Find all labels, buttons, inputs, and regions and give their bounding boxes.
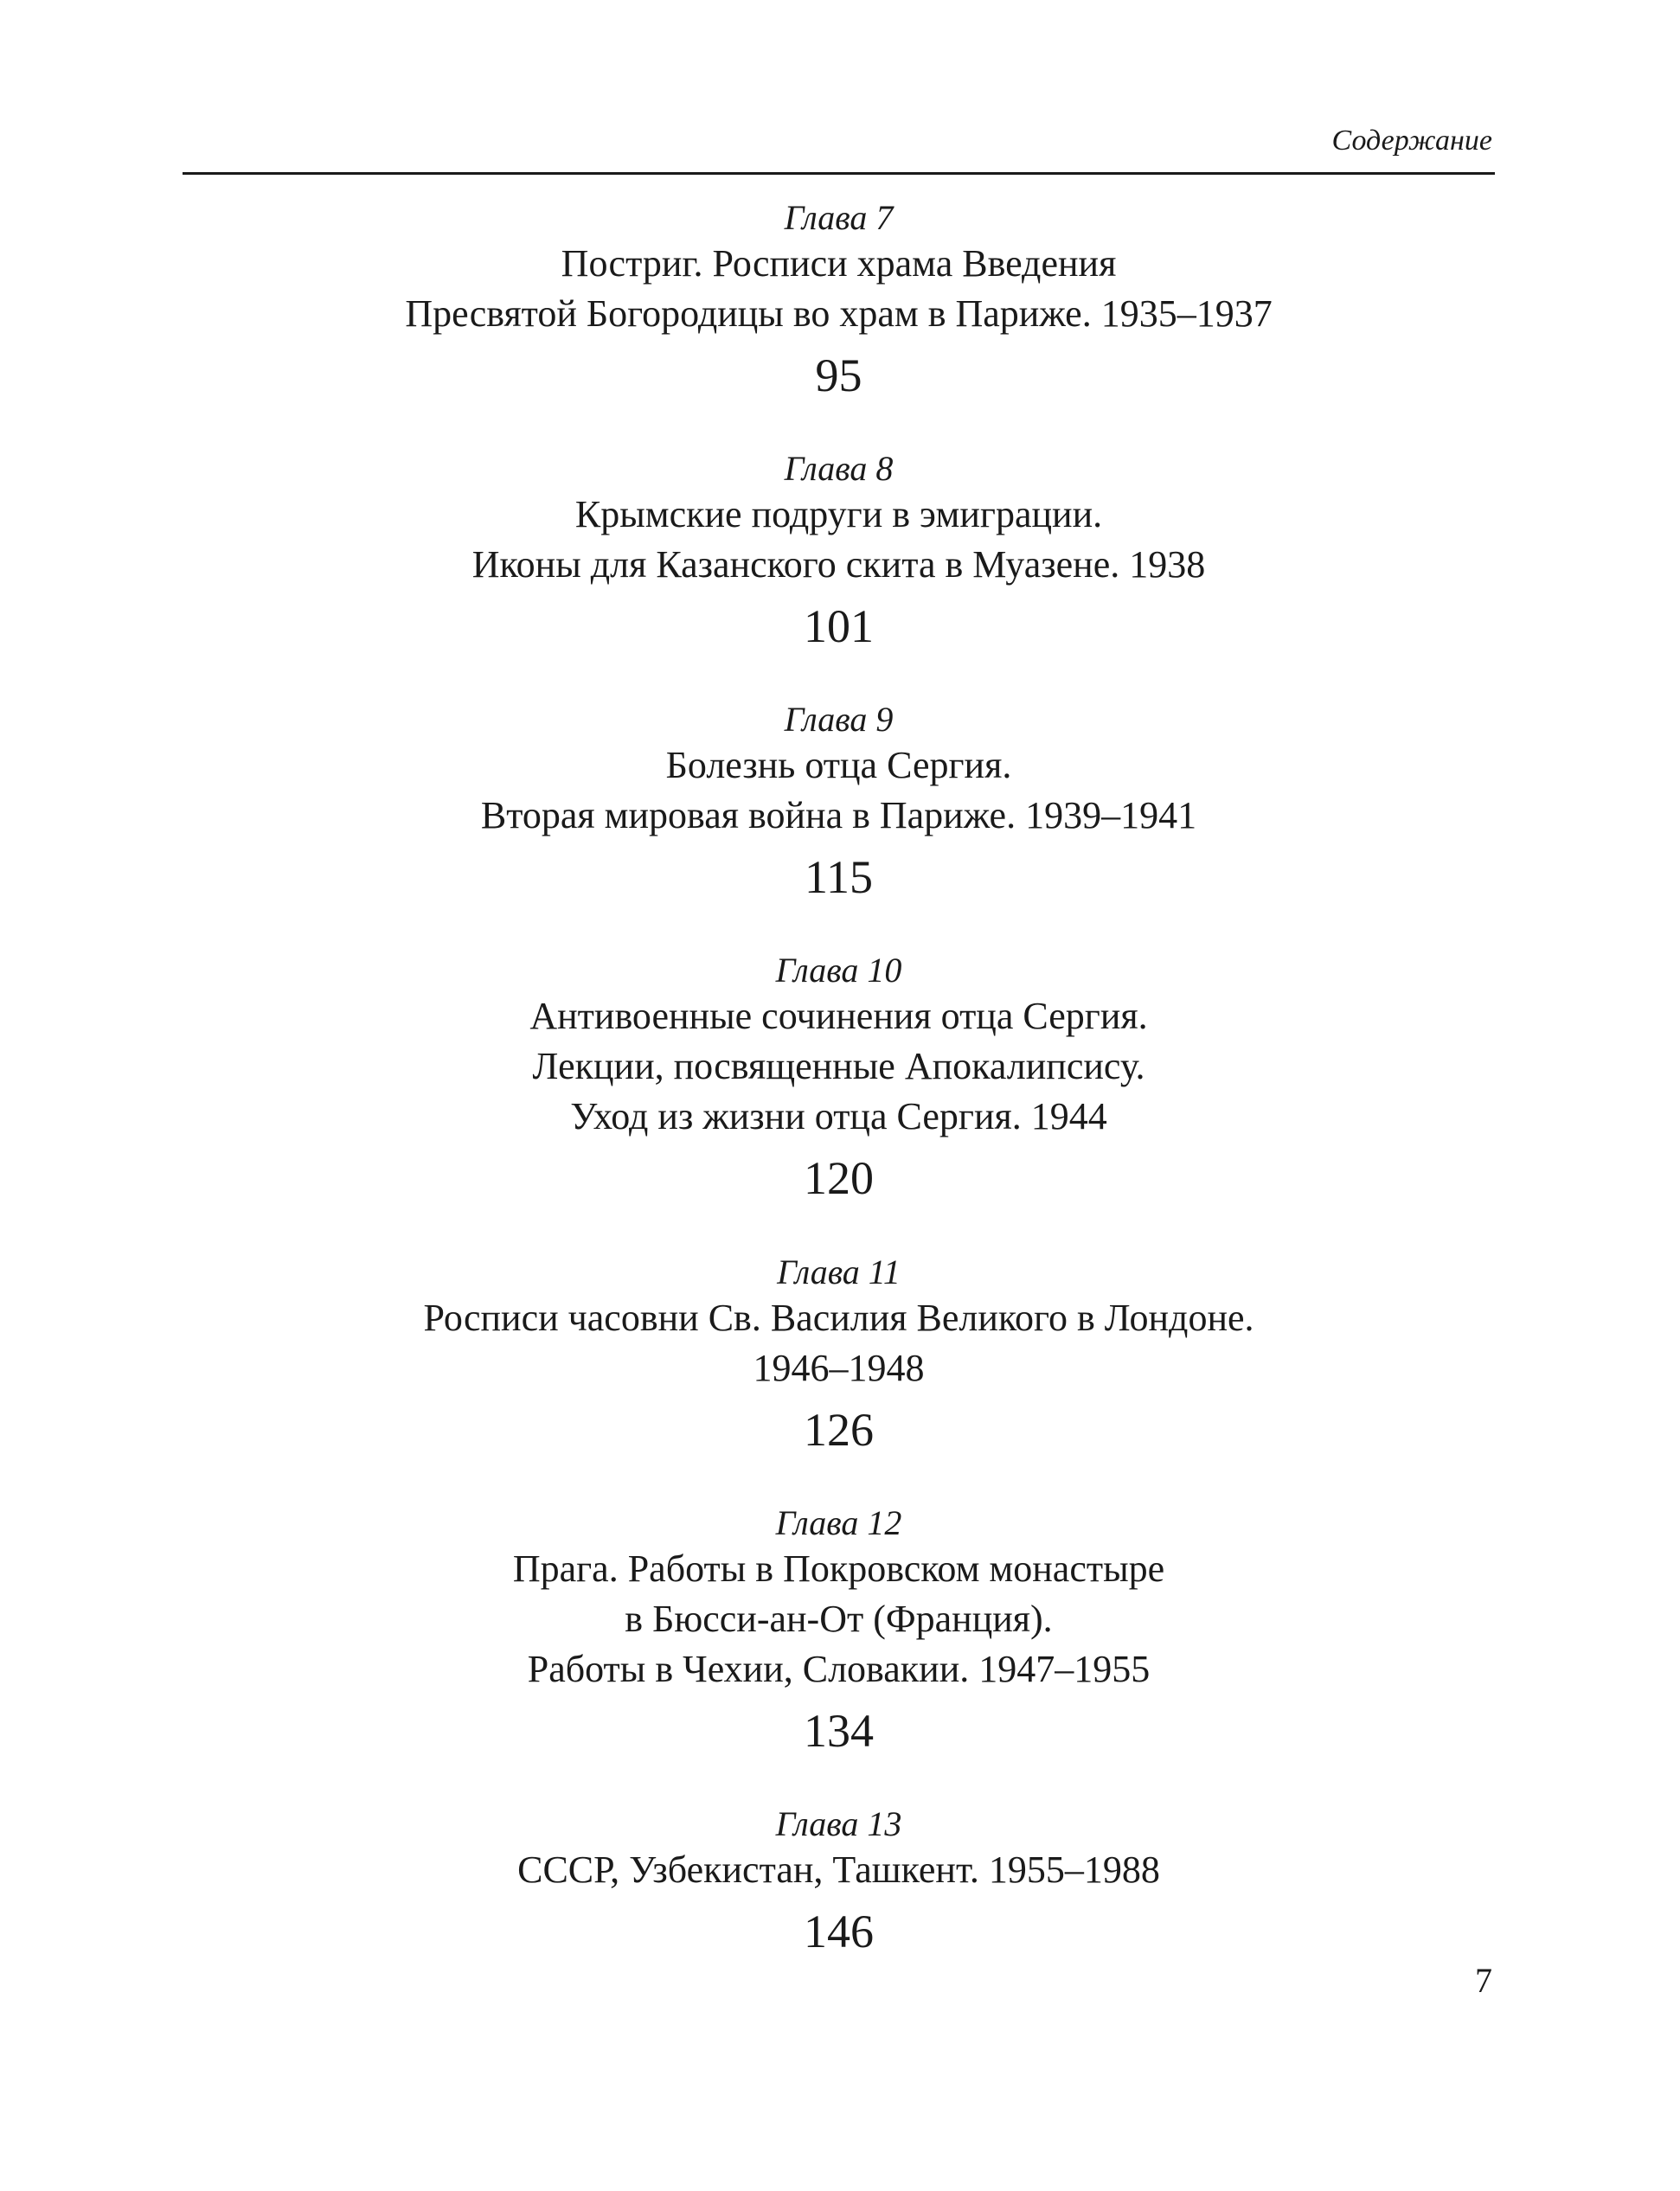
chapter-title-line: Работы в Чехии, Словакии. 1947–1955	[527, 1648, 1151, 1690]
chapter-title-line: Прага. Работы в Покровском монастыре	[512, 1547, 1165, 1590]
header-rule	[183, 172, 1495, 175]
chapter-page-number: 95	[815, 349, 862, 401]
toc-entry[interactable]	[183, 1803, 1495, 1959]
chapter-title-line: Пресвятой Богородицы во храм в Париже. 1935–1937	[405, 292, 1273, 335]
chapter-label: Глава 11	[777, 1252, 901, 1291]
chapter-page-number: 126	[804, 1404, 874, 1456]
chapter-title-line: Крымские подруги в эмиграции.	[574, 493, 1103, 535]
chapter-title-line: Лекции, посвященные Апокалипсису.	[532, 1045, 1145, 1087]
chapter-page-number: 101	[804, 600, 874, 652]
chapter-page-number: 146	[804, 1906, 874, 1957]
chapter-title-line: Иконы для Казанского скита в Муазене. 1938	[471, 543, 1206, 586]
toc-entry[interactable]	[183, 950, 1495, 1206]
chapter-title-line: в Бюсси-ан-От (Франция).	[625, 1598, 1053, 1640]
toc-entry[interactable]	[183, 1502, 1495, 1759]
chapter-label: Глава 12	[775, 1503, 902, 1542]
toc-entry[interactable]	[183, 197, 1495, 403]
running-head-title: Содержание	[1331, 125, 1492, 157]
chapter-label: Глава 9	[784, 700, 894, 739]
chapter-page-number: 120	[804, 1152, 874, 1204]
chapter-page-number: 115	[805, 851, 873, 903]
chapter-label: Глава 13	[775, 1804, 902, 1843]
chapter-title-line: Росписи часовни Св. Василия Великого в Лондоне.	[423, 1297, 1254, 1339]
chapter-title-line: Постриг. Росписи храма Введения	[561, 242, 1117, 285]
chapter-label: Глава 8	[784, 449, 894, 488]
chapter-label: Глава 7	[784, 198, 894, 237]
toc-entry[interactable]	[183, 1252, 1495, 1457]
chapter-title-line: Уход из жизни отца Сергия. 1944	[570, 1095, 1107, 1137]
chapter-label: Глава 10	[775, 951, 902, 990]
chapter-title-line: Вторая мировая война в Париже. 1939–1941	[480, 794, 1197, 836]
page-number: 7	[1475, 1961, 1492, 2000]
toc-entry[interactable]	[183, 699, 1495, 905]
chapter-title-line: СССР, Узбекистан, Ташкент. 1955–1988	[517, 1848, 1160, 1891]
chapter-page-number: 134	[804, 1705, 874, 1757]
chapter-title-line: 1946–1948	[753, 1347, 925, 1389]
chapter-title-line: Антивоенные сочинения отца Сергия.	[529, 995, 1148, 1037]
chapter-title-line: Болезнь отца Сергия.	[665, 744, 1012, 786]
toc-entry[interactable]	[183, 448, 1495, 654]
